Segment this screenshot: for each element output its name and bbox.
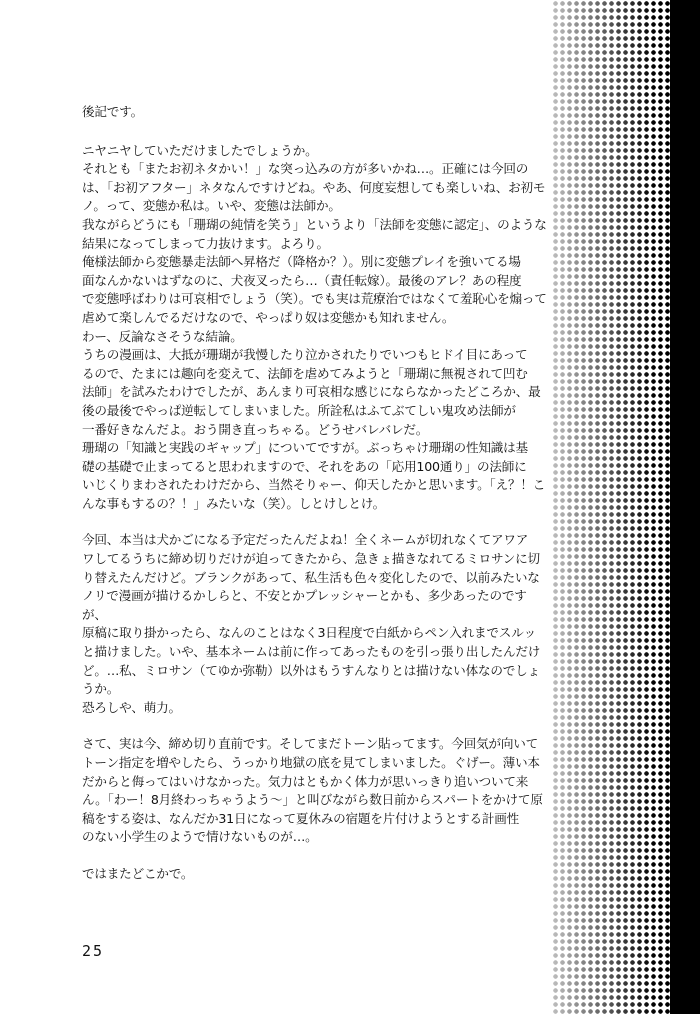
closing-line: ではまたどこかで。: [82, 865, 194, 881]
text-line: いじくりまわされたわけだから、当然そりゃー、仰天したかと思います。「え？！こ: [82, 477, 546, 493]
text-line: 虐めて楽しんでるだけなので、やっぱり奴は変態かも知れません。: [82, 309, 455, 325]
text-line: 珊瑚の「知識と実践のギャップ」についてですが。ぶっちゃけ珊瑚の性知識は基: [82, 440, 528, 456]
text-line: 礎の基礎で止まってると思われますので、それをあの「応用100通り」の法師に: [82, 458, 527, 474]
text-line: 稿をする姿は、なんだか31日になって夏休みの宿題を片付けようとする計画性: [82, 810, 520, 826]
text-line: と描けました。いや、基本ネームは前に作ってあったものを引っ張り出したんだけ: [82, 644, 541, 660]
text-line: さて、実は今、締め切り直前です。そしてまだトーン貼ってます。今回気が向いて: [82, 736, 539, 752]
text-line: 面なんかないはずなのに、犬夜叉ったら…（責任転嫁）。最後のアレ？あの程度: [82, 272, 522, 288]
page-number: 25: [82, 942, 105, 960]
text-line: 結果になってしまって力抜けます。よろり。: [82, 235, 329, 251]
text-line: ニヤニヤしていただけましたでしょうか。: [82, 142, 318, 158]
paragraph-4: [82, 865, 550, 884]
text-line: うちの漫画は、大抵が珊瑚が我慢したり泣かされたりでいつもヒドイ目にあって: [82, 347, 528, 363]
text-line: 我ながらどうにも「珊瑚の純情を笑う」というより「法師を変態に認定」、のような: [82, 216, 547, 232]
text-line: トーン指定を増やしたら、うっかり地獄の底を見てしまいました。ぐげー。薄い本: [82, 755, 540, 770]
text-line: り替えたんだけど。ブランクがあって、私生活も色々変化したので、以前みたいな: [82, 569, 540, 585]
afterword-title: 後記です。: [82, 104, 143, 119]
text-line: ノ。って、変態か私は。いや、変態は法師か。: [82, 198, 341, 214]
text-line: るので、たまには趣向を変えて、法師を虐めてみようと「珊瑚に無視されて凹む: [82, 365, 528, 381]
afterword-text: [82, 103, 550, 884]
text-line: 恐ろしや、萌力。: [82, 699, 181, 715]
text-line: それとも「またお初ネタかい！」な突っ込みの方が多いかね…。正確には今回の: [82, 161, 529, 177]
text-line: ワしてるうちに締め切りだけが迫ってきたから、急きょ描きなれてるミロサンに切: [82, 551, 540, 567]
text-line: 俺様法師から変態暴走法師へ昇格だ（降格か？）。別に変態プレイを強いてる場: [82, 254, 521, 270]
text-line: ノリで漫画が描けるかしらと、不安とかプレッシャーとかも、多少あったのですが、: [82, 588, 527, 622]
text-line: は、「お初アフター」ネタなんですけどね。やあ、何度妄想しても楽しいね、お初モ: [82, 179, 546, 195]
paragraph-2: [82, 531, 550, 717]
text-line: だからと侮ってはいけなかった。気力はともかく体力が思いっきり追いついて来: [82, 773, 529, 789]
text-line: 一番好きなんだよ。おう開き直っちゃる。どうせバレバレだ。: [82, 421, 429, 437]
text-line: のない小学生のようで情けないものが…。: [82, 829, 318, 845]
text-line: ど。…私、ミロサン（てゆか弥勒）以外はもうすんなりとは描けない体なのでしょうか。: [82, 662, 540, 697]
text-line: 後の最後でやっぱ逆転してしまいました。所詮私はふてぶてしい鬼攻め法師が: [82, 402, 516, 418]
text-line: ん。「わー！8月終わっちゃうよう〜」と叫びながら数日前からスパートをかけて原: [82, 792, 543, 808]
halftone-dark-edge: [670, 0, 700, 1014]
text-line: 法師」を試みたわけでしたが、あんまり可哀相な感じにならなかったどころか、最: [82, 384, 541, 400]
text-line: わー、反論なさそうな結論。: [82, 328, 243, 344]
text-line: 今回、本当は犬かごになる予定だったんだよね！全くネームが切れなくてアワア: [82, 532, 529, 548]
text-line: で変態呼ばわりは可哀相でしょう（笑）。でも実は荒療治ではなくて羞恥心を煽って: [82, 291, 547, 307]
paragraph-3: [82, 735, 550, 847]
paragraph-1: [82, 142, 550, 514]
text-line: 原稿に取り掛かったら、なんのことはなく3日程度で白紙からペン入れまでスルッ: [82, 625, 536, 641]
text-line: んな事もするの？！」みたいな（笑）。しとけしとけ。: [82, 495, 386, 511]
